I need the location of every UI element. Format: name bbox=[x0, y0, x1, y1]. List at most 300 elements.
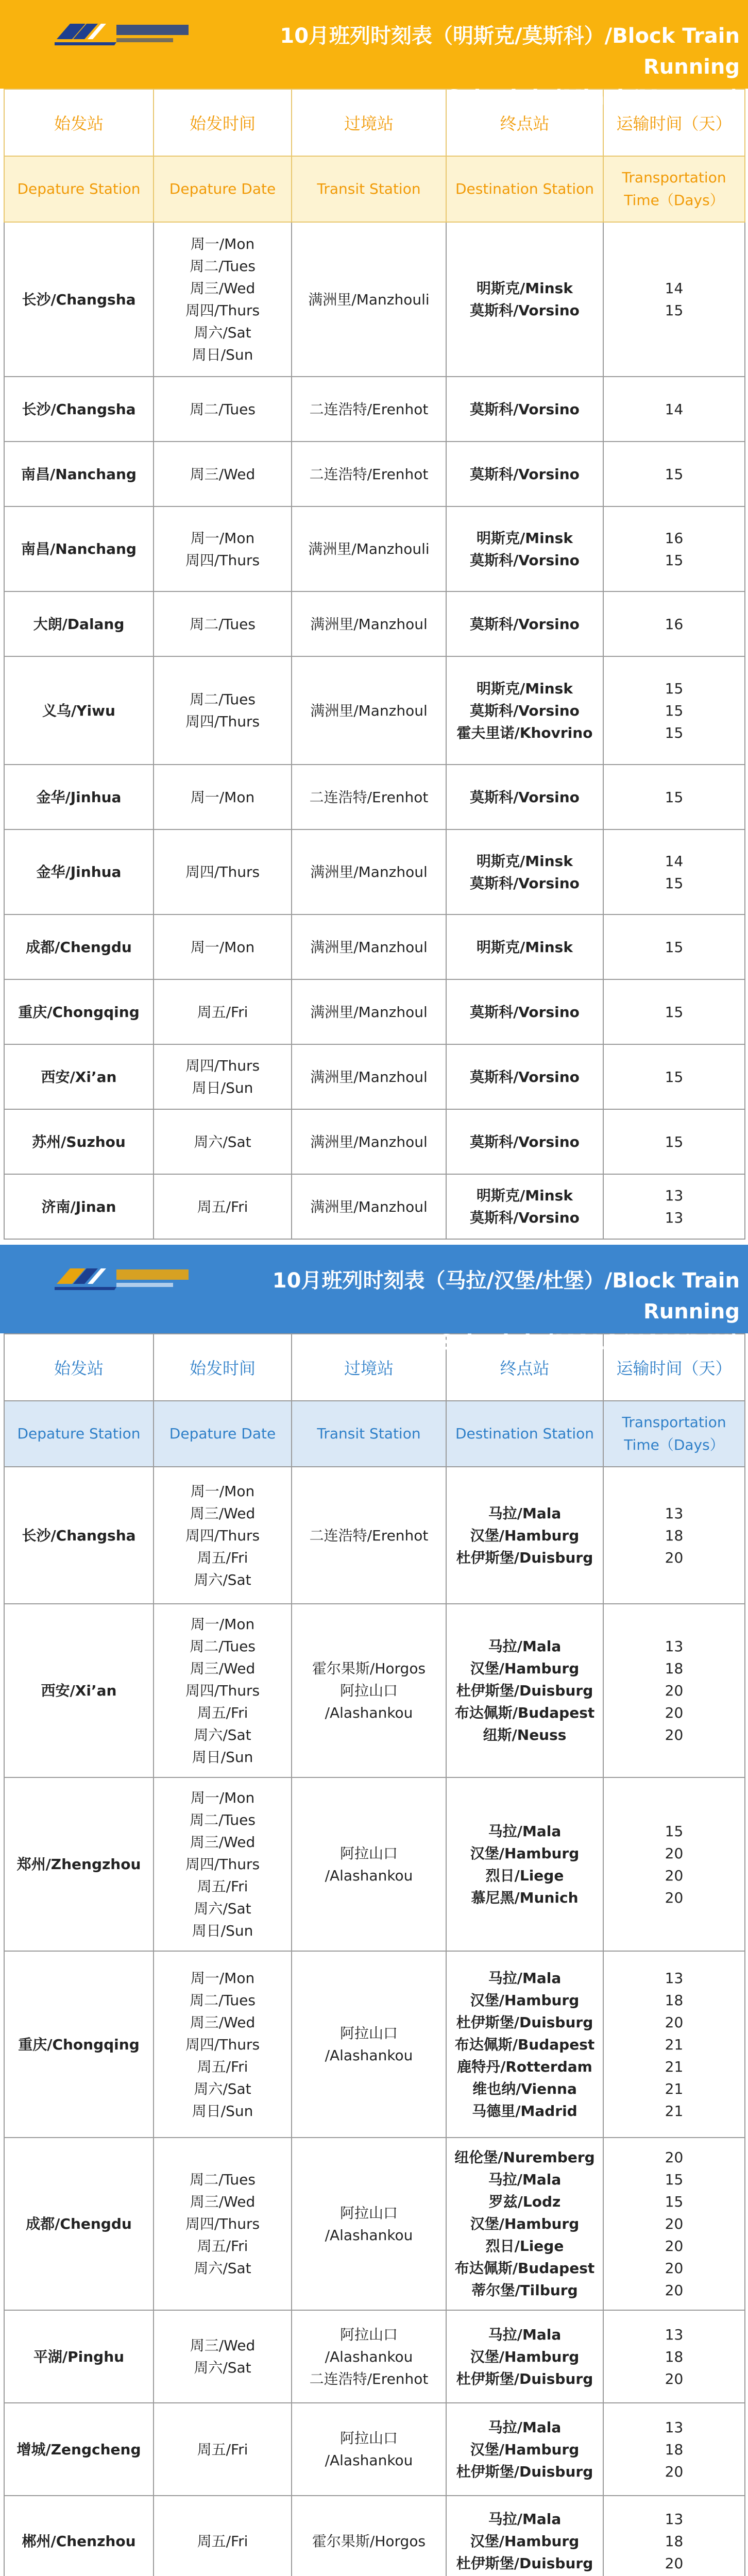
table-row bbox=[4, 377, 745, 442]
destination-station: 汉堡/Hamburg bbox=[470, 1527, 580, 1544]
table-row bbox=[4, 591, 745, 656]
transport-days: 15 bbox=[665, 788, 684, 806]
destination-cell bbox=[446, 765, 603, 829]
departure-date: 周六/Sat bbox=[194, 1571, 251, 1588]
transit-station-cell bbox=[292, 979, 446, 1044]
schedule-section-minsk-moscow bbox=[0, 0, 748, 1240]
company-logo-icon bbox=[55, 1263, 194, 1293]
destination-station: 明斯克/Minsk bbox=[477, 852, 573, 870]
transit-station: 满洲里/Manzhoul bbox=[310, 1133, 428, 1150]
transport-days-cell bbox=[603, 656, 745, 765]
transit-station-header-en: Transit Station bbox=[292, 1401, 446, 1467]
transit-station: 满洲里/Manzhoul bbox=[310, 702, 428, 719]
departure-date: 周二/Tues bbox=[190, 615, 256, 633]
destination-station: 霍夫里诺/Khovrino bbox=[456, 724, 593, 741]
departure-date: 周二/Tues bbox=[190, 2171, 256, 2188]
departure-date: 周日/Sun bbox=[192, 346, 253, 363]
transit-station: /Alashankou bbox=[325, 2226, 413, 2244]
destination-station: 布达佩斯/Budapest bbox=[454, 1704, 595, 1721]
destination-station: 明斯克/Minsk bbox=[477, 1187, 573, 1204]
destination-station-header-cn: 终点站 bbox=[446, 89, 603, 156]
transit-station: 满洲里/Manzhoul bbox=[310, 1003, 428, 1021]
departure-date: 周二/Tues bbox=[190, 1991, 256, 2009]
origin-station-cell: 西安/Xi’an bbox=[4, 1604, 154, 1777]
transit-station-cell bbox=[292, 2310, 446, 2403]
destination-station: 莫斯科/Vorsino bbox=[470, 551, 580, 569]
transport-days-cell bbox=[603, 2310, 745, 2403]
departure-date: 周五/Fri bbox=[197, 2532, 248, 2550]
destination-station: 慕尼黑/Munich bbox=[471, 1889, 579, 1906]
origin-station-cell: 增城/Zengcheng bbox=[4, 2403, 154, 2496]
table-row bbox=[4, 1174, 745, 1239]
transport-days: 18 bbox=[665, 2348, 684, 2365]
departure-date-header-en: Depature Date bbox=[154, 156, 292, 222]
destination-station: 莫斯科/Vorsino bbox=[470, 1133, 580, 1150]
origin-station-cell: 济南/Jinan bbox=[4, 1174, 154, 1239]
transport-days: 20 bbox=[665, 1889, 684, 1906]
transport-days: 18 bbox=[665, 1991, 684, 2009]
table-row bbox=[4, 829, 745, 914]
departure-date: 周六/Sat bbox=[194, 2260, 251, 2277]
transit-station-cell bbox=[292, 1467, 446, 1604]
origin-station-cell: 平湖/Pinghu bbox=[4, 2310, 154, 2403]
destination-station: 莫斯科/Vorsino bbox=[470, 702, 580, 719]
transit-station-cell bbox=[292, 914, 446, 979]
transport-days: 13 bbox=[665, 1209, 684, 1226]
departure-date: 周一/Mon bbox=[190, 938, 255, 956]
transit-station: /Alashankou bbox=[325, 2047, 413, 2064]
departure-date: 周五/Fri bbox=[197, 2058, 248, 2075]
departure-date: 周六/Sat bbox=[194, 2080, 251, 2097]
transport-days-cell bbox=[603, 1604, 745, 1777]
departure-dates-cell bbox=[154, 765, 292, 829]
transit-station-cell bbox=[292, 1044, 446, 1109]
destination-station: 汉堡/Hamburg bbox=[470, 2348, 580, 2365]
transit-station: 二连浩特/Erenhot bbox=[309, 2370, 429, 2387]
destination-station: 烈日/Liege bbox=[485, 2238, 564, 2255]
table-row bbox=[4, 1777, 745, 1951]
departure-date: 周五/Fri bbox=[197, 2238, 248, 2255]
destination-station: 马德里/Madrid bbox=[472, 2102, 577, 2120]
departure-date: 周一/Mon bbox=[190, 1616, 255, 1633]
transport-time-header-en: Transportation Time（Days） bbox=[603, 1401, 745, 1467]
destination-cell bbox=[446, 979, 603, 1044]
origin-station-cell: 重庆/Chongqing bbox=[4, 1951, 154, 2138]
departure-dates-cell bbox=[154, 1604, 292, 1777]
departure-date: 周四/Thurs bbox=[185, 302, 260, 319]
origin-station-cell: 西安/Xi’an bbox=[4, 1044, 154, 1109]
transport-days: 14 bbox=[665, 400, 684, 418]
departure-date: 周二/Tues bbox=[190, 691, 256, 708]
departure-station-header-cn: 始发站 bbox=[4, 1334, 154, 1401]
transport-days: 13 bbox=[665, 1504, 684, 1522]
destination-station: 莫斯科/Vorsino bbox=[470, 1068, 580, 1086]
section-title-line2: Schedule(MALA/HAM/DIU) bbox=[439, 1331, 740, 1354]
transit-station: 阿拉山口 bbox=[339, 2204, 398, 2222]
departure-dates-cell bbox=[154, 1777, 292, 1951]
departure-date: 周四/Thurs bbox=[185, 2215, 260, 2232]
departure-date: 周五/Fri bbox=[197, 1549, 248, 1566]
transit-station: 满洲里/Manzhoul bbox=[310, 938, 428, 956]
departure-date: 周三/Wed bbox=[190, 2337, 256, 2354]
transit-station-cell bbox=[292, 2403, 446, 2496]
departure-dates-cell bbox=[154, 914, 292, 979]
destination-station: 马拉/Mala bbox=[488, 2510, 562, 2528]
origin-station-cell: 郑州/Zhengzhou bbox=[4, 1777, 154, 1951]
transit-station: 阿拉山口 bbox=[339, 2430, 398, 2447]
destination-station: 马拉/Mala bbox=[488, 2171, 562, 2188]
transport-days: 15 bbox=[665, 938, 684, 956]
departure-date: 周二/Tues bbox=[190, 400, 256, 418]
destination-cell bbox=[446, 2496, 603, 2576]
destination-station: 马拉/Mala bbox=[488, 1504, 562, 1522]
destination-station: 杜伊斯堡/Duisburg bbox=[456, 2370, 593, 2387]
departure-dates-cell bbox=[154, 656, 292, 765]
destination-station: 烈日/Liege bbox=[485, 1867, 564, 1884]
transit-station-cell bbox=[292, 1951, 446, 2138]
transport-days: 16 bbox=[665, 529, 684, 547]
transport-days-cell bbox=[603, 2138, 745, 2310]
destination-station: 罗兹/Lodz bbox=[488, 2193, 561, 2210]
table-row bbox=[4, 1951, 745, 2138]
header-row-english bbox=[4, 1401, 745, 1467]
table-row bbox=[4, 1109, 745, 1174]
section-title bbox=[199, 1265, 740, 1358]
departure-date: 周五/Fri bbox=[197, 1878, 248, 1895]
destination-cell bbox=[446, 914, 603, 979]
transport-days: 15 bbox=[665, 302, 684, 319]
destination-station: 莫斯科/Vorsino bbox=[470, 788, 580, 806]
transport-days: 13 bbox=[665, 2326, 684, 2343]
departure-date: 周六/Sat bbox=[194, 324, 251, 341]
destination-station: 马拉/Mala bbox=[488, 1969, 562, 1987]
destination-station: 维也纳/Vienna bbox=[472, 2080, 577, 2097]
transit-station-cell bbox=[292, 2138, 446, 2310]
transport-time-header-cn: 运输时间（天） bbox=[603, 1334, 745, 1401]
transit-station: 霍尔果斯/Horgos bbox=[312, 2532, 426, 2550]
departure-date-header-cn: 始发时间 bbox=[154, 89, 292, 156]
departure-date: 周四/Thurs bbox=[185, 863, 260, 880]
transport-days: 15 bbox=[665, 702, 684, 719]
transit-station-cell bbox=[292, 1777, 446, 1951]
departure-date: 周三/Wed bbox=[190, 465, 256, 483]
departure-dates-cell bbox=[154, 979, 292, 1044]
transit-station-cell bbox=[292, 377, 446, 442]
transport-days-cell bbox=[603, 2403, 745, 2496]
section-title-line1: 10月班列时刻表（马拉/汉堡/杜堡）/Block Train Running bbox=[272, 1269, 740, 1324]
destination-station: 莫斯科/Vorsino bbox=[470, 874, 580, 892]
origin-station-cell: 苏州/Suzhou bbox=[4, 1109, 154, 1174]
table-row bbox=[4, 656, 745, 765]
origin-station-cell: 成都/Chengdu bbox=[4, 914, 154, 979]
destination-cell bbox=[446, 1951, 603, 2138]
origin-station-cell: 大朗/Dalang bbox=[4, 591, 154, 656]
table-row bbox=[4, 2496, 745, 2576]
departure-date: 周六/Sat bbox=[194, 1900, 251, 1917]
transport-days: 20 bbox=[665, 2260, 684, 2277]
transport-days-cell bbox=[603, 591, 745, 656]
table-row bbox=[4, 2403, 745, 2496]
origin-station-cell: 南昌/Nanchang bbox=[4, 506, 154, 591]
departure-dates-cell bbox=[154, 1174, 292, 1239]
departure-dates-cell bbox=[154, 442, 292, 506]
destination-cell bbox=[446, 829, 603, 914]
destination-station: 明斯克/Minsk bbox=[477, 680, 573, 697]
schedule-table bbox=[4, 89, 745, 1240]
table-row bbox=[4, 506, 745, 591]
departure-date: 周一/Mon bbox=[190, 1969, 255, 1987]
transit-station: 满洲里/Manzhoul bbox=[310, 1068, 428, 1086]
table-row bbox=[4, 2310, 745, 2403]
transport-days: 20 bbox=[665, 1549, 684, 1566]
departure-date: 周四/Thurs bbox=[185, 1527, 260, 1544]
transit-station: 二连浩特/Erenhot bbox=[309, 1527, 429, 1544]
transit-station: 霍尔果斯/Horgos bbox=[312, 1660, 426, 1677]
departure-date: 周二/Tues bbox=[190, 1638, 256, 1655]
departure-date: 周四/Thurs bbox=[185, 1682, 260, 1699]
destination-cell bbox=[446, 1604, 603, 1777]
departure-station-header-cn: 始发站 bbox=[4, 89, 154, 156]
section-banner bbox=[0, 1245, 748, 1354]
transport-days: 21 bbox=[665, 2080, 684, 2097]
transport-days: 15 bbox=[665, 874, 684, 892]
destination-station: 汉堡/Hamburg bbox=[470, 2441, 580, 2458]
origin-station-cell: 南昌/Nanchang bbox=[4, 442, 154, 506]
departure-dates-cell bbox=[154, 591, 292, 656]
transport-days-cell bbox=[603, 442, 745, 506]
departure-date: 周五/Fri bbox=[197, 1704, 248, 1721]
transport-days: 20 bbox=[665, 1867, 684, 1884]
departure-dates-cell bbox=[154, 1951, 292, 2138]
transport-days: 20 bbox=[665, 2215, 684, 2232]
transport-days: 13 bbox=[665, 1638, 684, 1655]
transport-days-cell bbox=[603, 765, 745, 829]
transit-station-cell bbox=[292, 765, 446, 829]
destination-station: 汉堡/Hamburg bbox=[470, 1991, 580, 2009]
destination-cell bbox=[446, 656, 603, 765]
departure-date: 周一/Mon bbox=[190, 788, 255, 806]
table-row bbox=[4, 1044, 745, 1109]
destination-station: 明斯克/Minsk bbox=[477, 529, 573, 547]
transit-station: 阿拉山口 bbox=[339, 2025, 398, 2042]
transport-days: 18 bbox=[665, 2532, 684, 2550]
table-row bbox=[4, 1604, 745, 1777]
table-row bbox=[4, 2138, 745, 2310]
transit-station: 阿拉山口 bbox=[339, 1682, 398, 1699]
table-row bbox=[4, 914, 745, 979]
transport-days: 15 bbox=[665, 1068, 684, 1086]
transport-days-cell bbox=[603, 1467, 745, 1604]
transit-station: /Alashankou bbox=[325, 1704, 413, 1721]
destination-station: 明斯克/Minsk bbox=[477, 280, 573, 297]
destination-station: 莫斯科/Vorsino bbox=[470, 465, 580, 483]
transport-days: 21 bbox=[665, 2102, 684, 2120]
transport-days: 15 bbox=[665, 724, 684, 741]
departure-date: 周六/Sat bbox=[194, 1726, 251, 1743]
table-row bbox=[4, 442, 745, 506]
destination-station: 布达佩斯/Budapest bbox=[454, 2260, 595, 2277]
transport-days: 13 bbox=[665, 1187, 684, 1204]
transport-days: 21 bbox=[665, 2058, 684, 2075]
destination-station: 马拉/Mala bbox=[488, 2418, 562, 2436]
transport-days-cell bbox=[603, 829, 745, 914]
transport-time-header-cn: 运输时间（天） bbox=[603, 89, 745, 156]
departure-station-header-en: Depature Station bbox=[4, 156, 154, 222]
origin-station-cell: 长沙/Changsha bbox=[4, 377, 154, 442]
section-banner bbox=[0, 0, 748, 110]
departure-dates-cell bbox=[154, 1467, 292, 1604]
transport-days: 16 bbox=[665, 615, 684, 633]
transit-station: 满洲里/Manzhouli bbox=[308, 291, 430, 308]
departure-date: 周四/Thurs bbox=[185, 1856, 260, 1873]
transport-days: 20 bbox=[665, 2370, 684, 2387]
departure-date: 周日/Sun bbox=[192, 1079, 253, 1096]
destination-station: 杜伊斯堡/Duisburg bbox=[456, 2554, 593, 2572]
destination-cell bbox=[446, 1044, 603, 1109]
departure-dates-cell bbox=[154, 1044, 292, 1109]
departure-dates-cell bbox=[154, 506, 292, 591]
departure-dates-cell bbox=[154, 2310, 292, 2403]
transport-days: 20 bbox=[665, 2238, 684, 2255]
transit-station: 二连浩特/Erenhot bbox=[309, 465, 429, 483]
destination-station: 莫斯科/Vorsino bbox=[470, 1209, 580, 1226]
transport-days-cell bbox=[603, 1174, 745, 1239]
table-row bbox=[4, 1467, 745, 1604]
transit-station-cell bbox=[292, 656, 446, 765]
transport-days: 15 bbox=[665, 551, 684, 569]
transit-station: 阿拉山口 bbox=[339, 1844, 398, 1862]
destination-cell bbox=[446, 2310, 603, 2403]
transport-days: 15 bbox=[665, 1822, 684, 1840]
departure-date: 周二/Tues bbox=[190, 1811, 256, 1828]
departure-date: 周四/Thurs bbox=[185, 2036, 260, 2053]
destination-station: 汉堡/Hamburg bbox=[470, 2215, 580, 2232]
destination-station: 马拉/Mala bbox=[488, 1822, 562, 1840]
departure-date: 周三/Wed bbox=[190, 1504, 256, 1522]
destination-cell bbox=[446, 2403, 603, 2496]
transport-days-cell bbox=[603, 1109, 745, 1174]
destination-station: 汉堡/Hamburg bbox=[470, 1660, 580, 1677]
departure-date: 周二/Tues bbox=[190, 258, 256, 275]
section-title-line1: 10月班列时刻表（明斯克/莫斯科）/Block Train Running bbox=[280, 24, 740, 79]
destination-station: 莫斯科/Vorsino bbox=[470, 615, 580, 633]
destination-station: 明斯克/Minsk bbox=[477, 938, 573, 956]
departure-dates-cell bbox=[154, 222, 292, 377]
departure-date-header-cn: 始发时间 bbox=[154, 1334, 292, 1401]
schedule-table bbox=[4, 1333, 745, 2576]
destination-cell bbox=[446, 2138, 603, 2310]
transit-station: 满洲里/Manzhouli bbox=[308, 540, 430, 557]
departure-date: 周日/Sun bbox=[192, 1922, 253, 1939]
departure-date: 周五/Fri bbox=[197, 1198, 248, 1215]
destination-cell bbox=[446, 1777, 603, 1951]
destination-cell bbox=[446, 442, 603, 506]
origin-station-cell: 长沙/Changsha bbox=[4, 1467, 154, 1604]
transport-days: 14 bbox=[665, 852, 684, 870]
departure-dates-cell bbox=[154, 1109, 292, 1174]
departure-date: 周一/Mon bbox=[190, 529, 255, 547]
destination-station: 马拉/Mala bbox=[488, 1638, 562, 1655]
transit-station-cell bbox=[292, 442, 446, 506]
transit-station: 满洲里/Manzhoul bbox=[310, 1198, 428, 1215]
departure-date: 周五/Fri bbox=[197, 2441, 248, 2458]
transit-station-cell bbox=[292, 506, 446, 591]
transit-station: /Alashankou bbox=[325, 2348, 413, 2365]
transport-days-cell bbox=[603, 222, 745, 377]
departure-date: 周一/Mon bbox=[190, 235, 255, 252]
transport-days: 20 bbox=[665, 1682, 684, 1699]
destination-station: 莫斯科/Vorsino bbox=[470, 1003, 580, 1021]
transport-days-cell bbox=[603, 914, 745, 979]
transport-days-cell bbox=[603, 2496, 745, 2576]
departure-date: 周四/Thurs bbox=[185, 713, 260, 730]
destination-cell bbox=[446, 222, 603, 377]
origin-station-cell: 成都/Chengdu bbox=[4, 2138, 154, 2310]
transit-station-header-cn: 过境站 bbox=[292, 1334, 446, 1401]
transport-days: 13 bbox=[665, 2510, 684, 2528]
transport-days-cell bbox=[603, 1951, 745, 2138]
transport-days: 21 bbox=[665, 2036, 684, 2053]
destination-cell bbox=[446, 591, 603, 656]
transport-days: 15 bbox=[665, 2171, 684, 2188]
destination-station: 莫斯科/Vorsino bbox=[470, 302, 580, 319]
transport-days: 13 bbox=[665, 1969, 684, 1987]
destination-station: 杜伊斯堡/Duisburg bbox=[456, 2463, 593, 2480]
transit-station-header-en: Transit Station bbox=[292, 156, 446, 222]
destination-station-header-cn: 终点站 bbox=[446, 1334, 603, 1401]
destination-station: 马拉/Mala bbox=[488, 2326, 562, 2343]
transit-station: 满洲里/Manzhoul bbox=[310, 863, 428, 880]
transit-station: 阿拉山口 bbox=[339, 2326, 398, 2343]
schedule-section-mala-ham-diu bbox=[0, 1245, 748, 2576]
transit-station: 二连浩特/Erenhot bbox=[309, 788, 429, 806]
transit-station-header-cn: 过境站 bbox=[292, 89, 446, 156]
departure-date: 周三/Wed bbox=[190, 1660, 256, 1677]
departure-dates-cell bbox=[154, 829, 292, 914]
transport-days: 15 bbox=[665, 1003, 684, 1021]
departure-date: 周日/Sun bbox=[192, 2102, 253, 2120]
departure-dates-cell bbox=[154, 377, 292, 442]
departure-date: 周三/Wed bbox=[190, 280, 256, 297]
destination-station: 杜伊斯堡/Duisburg bbox=[456, 2013, 593, 2031]
departure-date: 周日/Sun bbox=[192, 1749, 253, 1766]
transport-days: 15 bbox=[665, 680, 684, 697]
transport-days: 15 bbox=[665, 465, 684, 483]
departure-date: 周三/Wed bbox=[190, 1834, 256, 1851]
destination-station: 纽斯/Neuss bbox=[483, 1726, 567, 1743]
destination-station: 汉堡/Hamburg bbox=[470, 1844, 580, 1862]
transport-days-cell bbox=[603, 377, 745, 442]
destination-cell bbox=[446, 1109, 603, 1174]
origin-station-cell: 重庆/Chongqing bbox=[4, 979, 154, 1044]
transport-days: 20 bbox=[665, 2554, 684, 2572]
section-title bbox=[199, 21, 740, 113]
header-row-english bbox=[4, 156, 745, 222]
company-logo-icon bbox=[55, 19, 194, 48]
departure-date-header-en: Depature Date bbox=[154, 1401, 292, 1467]
destination-cell bbox=[446, 1174, 603, 1239]
transport-days: 18 bbox=[665, 1660, 684, 1677]
origin-station-cell: 义乌/Yiwu bbox=[4, 656, 154, 765]
destination-cell bbox=[446, 506, 603, 591]
origin-station-cell: 郴州/Chenzhou bbox=[4, 2496, 154, 2576]
table-row bbox=[4, 979, 745, 1044]
transport-days: 14 bbox=[665, 280, 684, 297]
transport-days-cell bbox=[603, 1777, 745, 1951]
departure-dates-cell bbox=[154, 2403, 292, 2496]
destination-station: 纽伦堡/Nuremberg bbox=[454, 2149, 595, 2166]
destination-station: 布达佩斯/Budapest bbox=[454, 2036, 595, 2053]
